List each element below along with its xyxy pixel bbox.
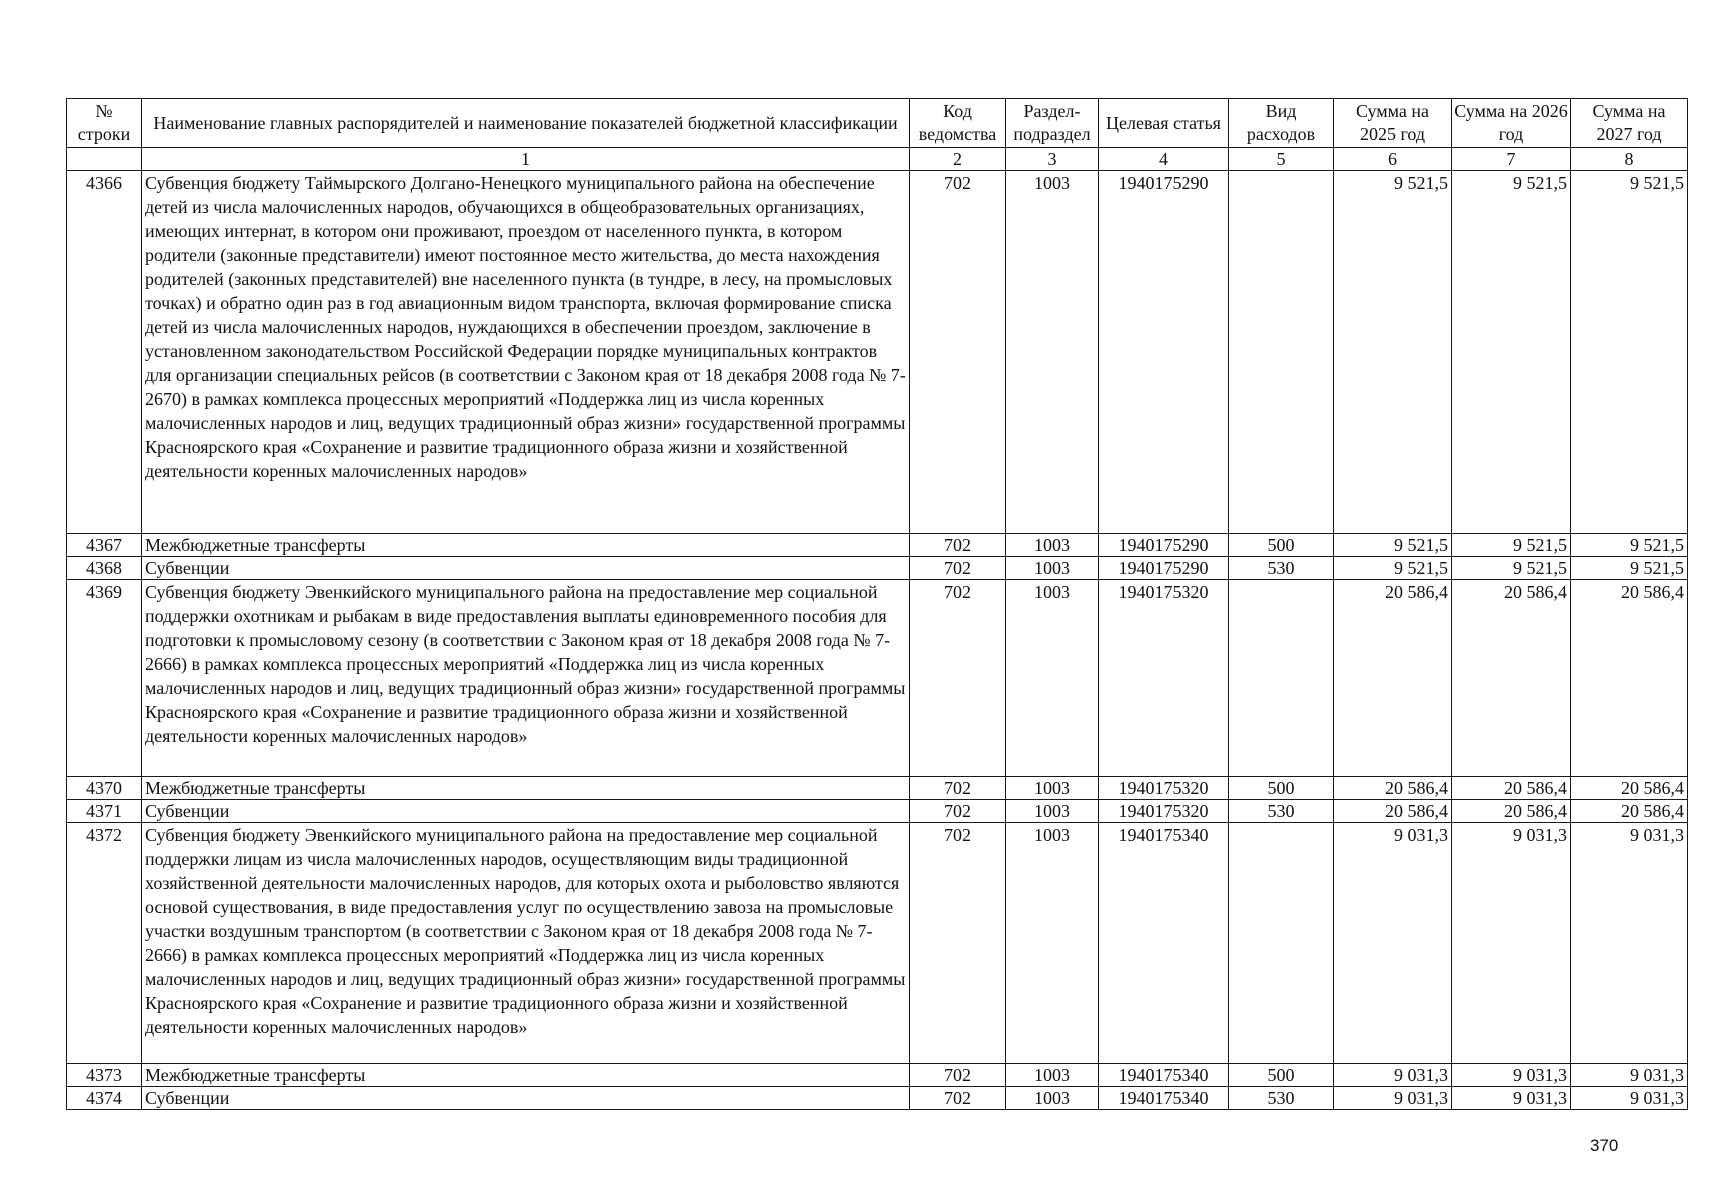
header-expense-type: Вид расходов bbox=[1229, 99, 1334, 148]
row-expense-type: 530 bbox=[1229, 557, 1334, 580]
row-sum-2025: 9 521,5 bbox=[1334, 557, 1452, 580]
row-section: 1003 bbox=[1006, 800, 1099, 823]
row-expense-type bbox=[1229, 823, 1334, 1064]
column-number bbox=[67, 148, 142, 171]
header-row bbox=[67, 99, 1688, 148]
column-number: 6 bbox=[1334, 148, 1452, 171]
table-row bbox=[67, 534, 1688, 557]
row-expense-type: 500 bbox=[1229, 777, 1334, 800]
row-name: Субвенция бюджету Эвенкийского муниципального района на предоставление мер социальной поддержки охотникам и рыбакам в виде предоставления выплаты единовременного пособия для подготовки к промысловому сезону (в соответствии с Законом края от 18 декабря 2008 года № 7-2666) в рамках комплекса процессных мероприятий «Поддержка лиц из числа коренных малочисленных народов и лиц, ведущих традиционный образ жизни» государственной программы Красноярского края «Сохранение и развитие традиционного образа жизни и хозяйственной деятельности коренных малочисленных народов» bbox=[142, 580, 910, 777]
column-number: 5 bbox=[1229, 148, 1334, 171]
row-section: 1003 bbox=[1006, 580, 1099, 777]
row-dept-code: 702 bbox=[910, 580, 1006, 777]
table-row bbox=[67, 171, 1688, 534]
row-sum-2027: 9 521,5 bbox=[1571, 534, 1688, 557]
table-row bbox=[67, 1087, 1688, 1110]
header-target: Целевая статья bbox=[1099, 99, 1229, 148]
row-number: 4371 bbox=[67, 800, 142, 823]
row-sum-2026: 9 521,5 bbox=[1452, 171, 1571, 534]
row-sum-2025: 9 031,3 bbox=[1334, 823, 1452, 1064]
row-number: 4370 bbox=[67, 777, 142, 800]
table-row bbox=[67, 800, 1688, 823]
column-number-row bbox=[67, 148, 1688, 171]
row-name: Межбюджетные трансферты bbox=[142, 777, 910, 800]
row-sum-2027: 9 521,5 bbox=[1571, 557, 1688, 580]
header-sum-2026: Сумма на 2026 год bbox=[1452, 99, 1571, 148]
row-name: Межбюджетные трансферты bbox=[142, 1064, 910, 1087]
row-target: 1940175340 bbox=[1099, 1064, 1229, 1087]
row-name: Субвенции bbox=[142, 557, 910, 580]
row-target: 1940175320 bbox=[1099, 777, 1229, 800]
row-dept-code: 702 bbox=[910, 800, 1006, 823]
row-dept-code: 702 bbox=[910, 171, 1006, 534]
row-expense-type bbox=[1229, 171, 1334, 534]
row-sum-2025: 9 521,5 bbox=[1334, 171, 1452, 534]
row-section: 1003 bbox=[1006, 1064, 1099, 1087]
row-expense-type bbox=[1229, 580, 1334, 777]
row-sum-2027: 9 031,3 bbox=[1571, 1087, 1688, 1110]
row-expense-type: 530 bbox=[1229, 1087, 1334, 1110]
row-sum-2027: 20 586,4 bbox=[1571, 580, 1688, 777]
row-number: 4374 bbox=[67, 1087, 142, 1110]
row-target: 1940175290 bbox=[1099, 557, 1229, 580]
row-section: 1003 bbox=[1006, 557, 1099, 580]
table-row bbox=[67, 557, 1688, 580]
table-row bbox=[67, 580, 1688, 777]
row-sum-2026: 20 586,4 bbox=[1452, 777, 1571, 800]
header-section: Раздел-подраздел bbox=[1006, 99, 1099, 148]
row-dept-code: 702 bbox=[910, 1087, 1006, 1110]
row-sum-2027: 9 031,3 bbox=[1571, 823, 1688, 1064]
row-sum-2025: 9 521,5 bbox=[1334, 534, 1452, 557]
row-number: 4369 bbox=[67, 580, 142, 777]
row-number: 4366 bbox=[67, 171, 142, 534]
row-number: 4367 bbox=[67, 534, 142, 557]
row-sum-2026: 20 586,4 bbox=[1452, 800, 1571, 823]
column-number: 1 bbox=[142, 148, 910, 171]
row-sum-2026: 9 031,3 bbox=[1452, 1087, 1571, 1110]
row-section: 1003 bbox=[1006, 823, 1099, 1064]
row-target: 1940175340 bbox=[1099, 823, 1229, 1064]
header-sum-2027: Сумма на 2027 год bbox=[1571, 99, 1688, 148]
header-name: Наименование главных распорядителей и наименование показателей бюджетной классификации bbox=[142, 99, 910, 148]
row-name: Межбюджетные трансферты bbox=[142, 534, 910, 557]
column-number: 2 bbox=[910, 148, 1006, 171]
row-section: 1003 bbox=[1006, 1087, 1099, 1110]
row-sum-2027: 9 521,5 bbox=[1571, 171, 1688, 534]
table-row bbox=[67, 823, 1688, 1064]
row-sum-2025: 9 031,3 bbox=[1334, 1064, 1452, 1087]
budget-table bbox=[66, 98, 1688, 1110]
row-sum-2025: 20 586,4 bbox=[1334, 800, 1452, 823]
table-row bbox=[67, 1064, 1688, 1087]
row-sum-2026: 9 031,3 bbox=[1452, 1064, 1571, 1087]
row-section: 1003 bbox=[1006, 171, 1099, 534]
row-number: 4373 bbox=[67, 1064, 142, 1087]
row-target: 1940175340 bbox=[1099, 1087, 1229, 1110]
row-sum-2025: 9 031,3 bbox=[1334, 1087, 1452, 1110]
row-number: 4368 bbox=[67, 557, 142, 580]
row-sum-2026: 9 521,5 bbox=[1452, 534, 1571, 557]
row-dept-code: 702 bbox=[910, 557, 1006, 580]
row-section: 1003 bbox=[1006, 777, 1099, 800]
row-dept-code: 702 bbox=[910, 823, 1006, 1064]
row-sum-2025: 20 586,4 bbox=[1334, 580, 1452, 777]
row-name: Субвенции bbox=[142, 800, 910, 823]
row-dept-code: 702 bbox=[910, 777, 1006, 800]
row-target: 1940175290 bbox=[1099, 534, 1229, 557]
row-target: 1940175290 bbox=[1099, 171, 1229, 534]
table-row bbox=[67, 777, 1688, 800]
row-number: 4372 bbox=[67, 823, 142, 1064]
header-row-no: № строки bbox=[67, 99, 142, 148]
row-target: 1940175320 bbox=[1099, 580, 1229, 777]
header-dept-code: Код ведомства bbox=[910, 99, 1006, 148]
row-sum-2026: 9 521,5 bbox=[1452, 557, 1571, 580]
row-name: Субвенция бюджету Эвенкийского муниципального района на предоставление мер социальной поддержки лицам из числа малочисленных народов, осуществляющим виды традиционной хозяйственной деятельности малочисленных народов, для которых охота и рыболовство являются основой существования, в виде предоставления услуг по осуществлению завоза на промысловые участки воздушным транспортом (в соответствии с Законом края от 18 декабря 2008 года № 7-2666) в рамках комплекса процессных мероприятий «Поддержка лиц из числа коренных малочисленных народов и лиц, ведущих традиционный образ жизни» государственной программы Красноярского края «Сохранение и развитие традиционного образа жизни и хозяйственной деятельности коренных малочисленных народов» bbox=[142, 823, 910, 1064]
row-target: 1940175320 bbox=[1099, 800, 1229, 823]
row-sum-2026: 9 031,3 bbox=[1452, 823, 1571, 1064]
row-dept-code: 702 bbox=[910, 534, 1006, 557]
row-sum-2027: 20 586,4 bbox=[1571, 800, 1688, 823]
column-number: 8 bbox=[1571, 148, 1688, 171]
row-sum-2026: 20 586,4 bbox=[1452, 580, 1571, 777]
row-section: 1003 bbox=[1006, 534, 1099, 557]
column-number: 7 bbox=[1452, 148, 1571, 171]
row-dept-code: 702 bbox=[910, 1064, 1006, 1087]
row-sum-2027: 9 031,3 bbox=[1571, 1064, 1688, 1087]
row-expense-type: 530 bbox=[1229, 800, 1334, 823]
page-number: 370 bbox=[1590, 1136, 1619, 1155]
row-name: Субвенции bbox=[142, 1087, 910, 1110]
row-name: Субвенция бюджету Таймырского Долгано-Ненецкого муниципального района на обеспечение детей из числа малочисленных народов, обучающихся в общеобразовательных организациях, имеющих интернат, в котором они проживают, проездом от населенного пункта, в котором родители (законные представители) имеют постоянное место жительства, до места нахождения родителей (законных представителей) вне населенного пункта (в тундре, в лесу, на промысловых точках) и обратно один раз в год авиационным видом транспорта, включая формирование списка детей из числа малочисленных народов, нуждающихся в обеспечении проездом, заключение в установленном законодательством Российской Федерации порядке муниципальных контрактов для организации специальных рейсов (в соответствии с Законом края от 18 декабря 2008 года № 7-2670) в рамках комплекса процессных мероприятий «Поддержка лиц из числа коренных малочисленных народов и лиц, ведущих традиционный образ жизни» государственной программы Красноярского края «Сохранение и развитие традиционного образа жизни и хозяйственной деятельности коренных малочисленных народов» bbox=[142, 171, 910, 534]
header-sum-2025: Сумма на 2025 год bbox=[1334, 99, 1452, 148]
row-sum-2025: 20 586,4 bbox=[1334, 777, 1452, 800]
column-number: 3 bbox=[1006, 148, 1099, 171]
row-expense-type: 500 bbox=[1229, 1064, 1334, 1087]
row-expense-type: 500 bbox=[1229, 534, 1334, 557]
row-sum-2027: 20 586,4 bbox=[1571, 777, 1688, 800]
column-number: 4 bbox=[1099, 148, 1229, 171]
